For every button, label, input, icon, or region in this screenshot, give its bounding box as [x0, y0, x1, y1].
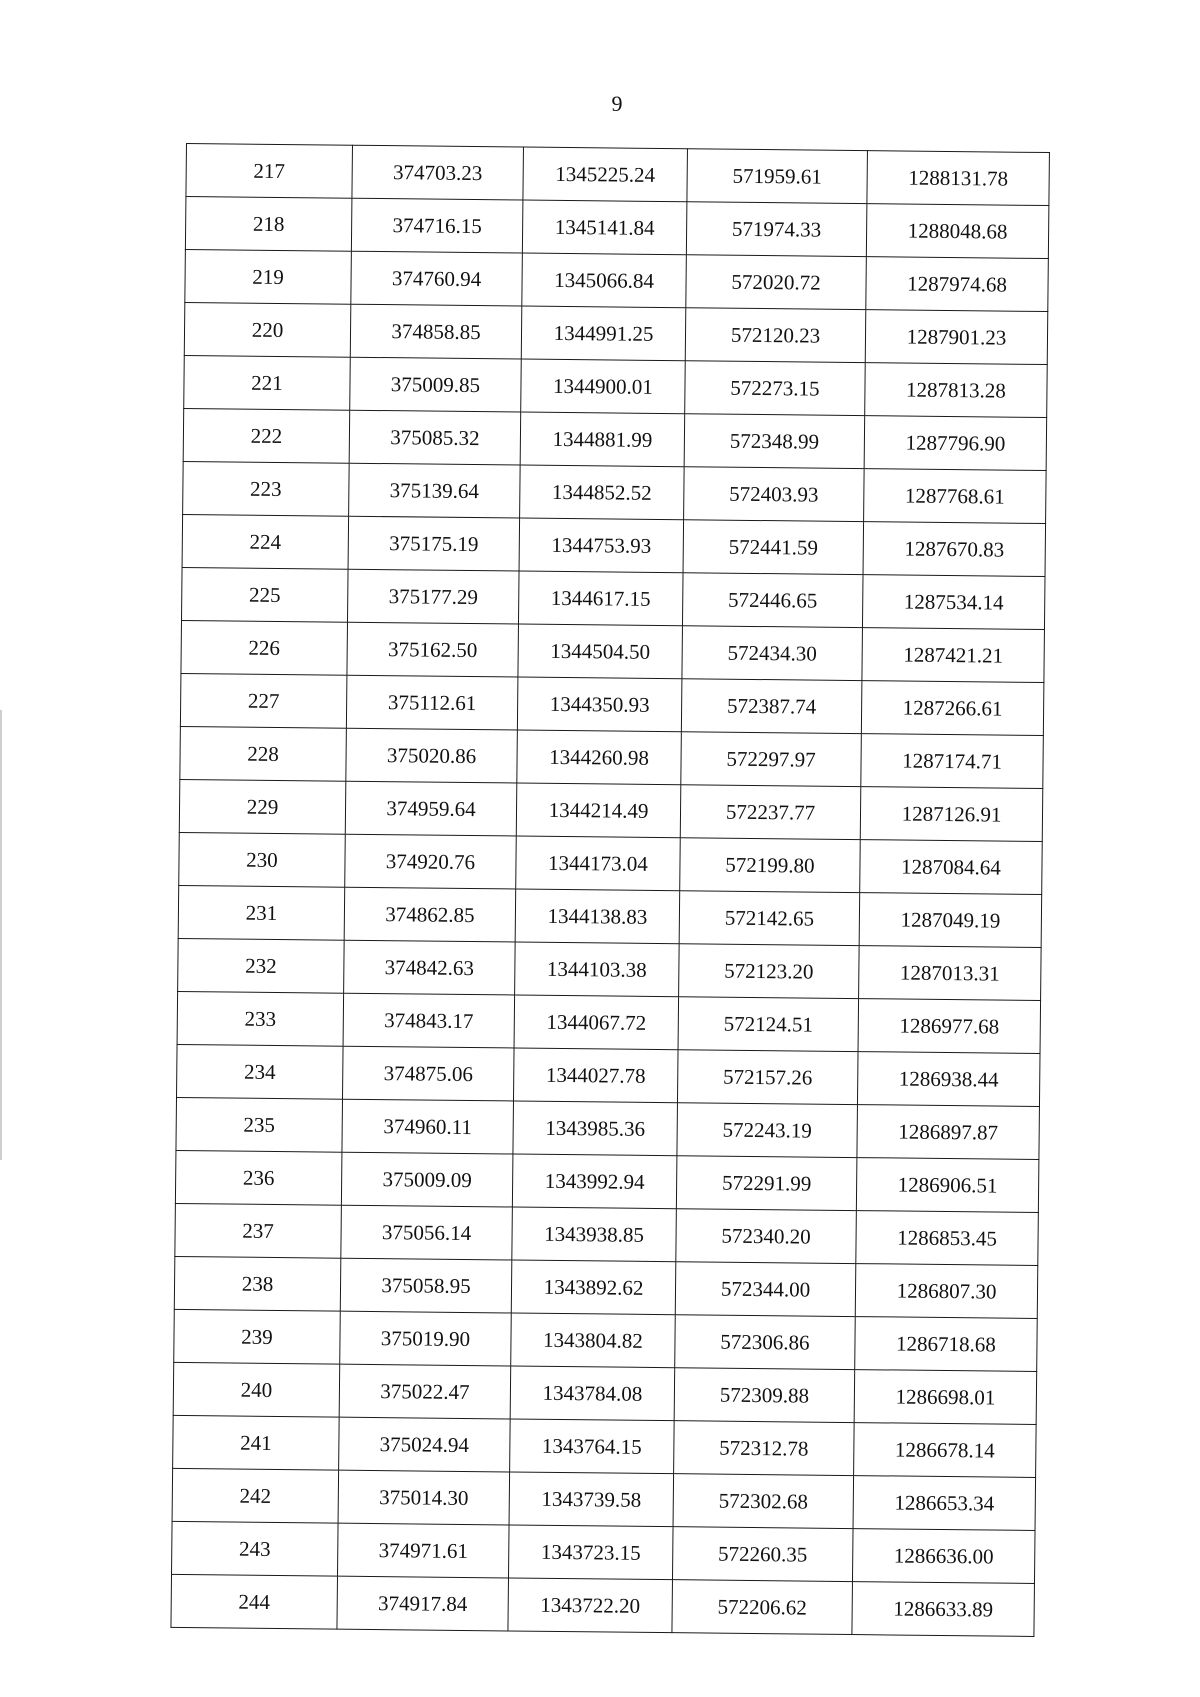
x-coordinate-cell: 374843.17 — [343, 993, 515, 1048]
y-coordinate-cell: 1344900.01 — [521, 359, 686, 414]
point-number-cell: 222 — [183, 408, 350, 463]
point-number-cell: 228 — [180, 726, 347, 781]
y2-coordinate-cell: 1287013.31 — [859, 946, 1042, 1001]
y-coordinate-cell: 1345225.24 — [523, 147, 688, 202]
y-coordinate-cell: 1344027.78 — [513, 1048, 678, 1103]
y-coordinate-cell: 1343804.82 — [511, 1313, 676, 1368]
x2-coordinate-cell: 572446.65 — [682, 573, 863, 628]
y-coordinate-cell: 1344504.50 — [518, 624, 683, 679]
point-number-cell: 221 — [184, 355, 351, 410]
x2-coordinate-cell: 572020.72 — [686, 255, 867, 310]
point-number-cell: 242 — [172, 1468, 339, 1523]
y-coordinate-cell: 1344173.04 — [516, 836, 681, 891]
y-coordinate-cell: 1344138.83 — [515, 889, 680, 944]
point-number-cell: 227 — [180, 673, 347, 728]
table-row — [181, 567, 1045, 629]
scan-edge-shadow — [0, 710, 2, 1160]
y2-coordinate-cell: 1287421.21 — [862, 628, 1045, 683]
y2-coordinate-cell: 1287813.28 — [865, 363, 1048, 418]
table-row — [175, 1203, 1039, 1265]
x-coordinate-cell: 375112.61 — [346, 675, 518, 730]
x2-coordinate-cell: 572302.68 — [673, 1474, 854, 1529]
x-coordinate-cell: 374703.23 — [352, 145, 524, 200]
table-row — [181, 620, 1045, 682]
x2-coordinate-cell: 572120.23 — [685, 308, 866, 363]
point-number-cell: 225 — [181, 567, 348, 622]
x2-coordinate-cell: 572124.51 — [678, 997, 859, 1052]
x-coordinate-cell: 374917.84 — [337, 1576, 509, 1631]
x2-coordinate-cell: 572260.35 — [672, 1527, 853, 1582]
point-number-cell: 238 — [174, 1256, 341, 1311]
x-coordinate-cell: 374760.94 — [351, 251, 523, 306]
y2-coordinate-cell: 1287974.68 — [866, 257, 1049, 312]
table-row — [178, 885, 1042, 947]
point-number-cell: 220 — [184, 302, 351, 357]
y-coordinate-cell: 1343739.58 — [509, 1472, 674, 1527]
point-number-cell: 226 — [181, 620, 348, 675]
table-row — [179, 832, 1043, 894]
x2-coordinate-cell: 572312.78 — [674, 1421, 855, 1476]
page-number: 9 — [611, 91, 623, 116]
y2-coordinate-cell: 1287049.19 — [859, 893, 1042, 948]
x2-coordinate-cell: 572237.77 — [680, 785, 861, 840]
x2-coordinate-cell: 572441.59 — [683, 520, 864, 575]
coordinate-table — [170, 143, 1050, 1637]
table-row — [172, 1468, 1036, 1530]
x-coordinate-cell: 375058.95 — [340, 1258, 512, 1313]
y2-coordinate-cell: 1288131.78 — [867, 151, 1050, 206]
table-row — [186, 144, 1050, 206]
point-number-cell: 219 — [185, 249, 352, 304]
y-coordinate-cell: 1344214.49 — [516, 783, 681, 838]
point-number-cell: 223 — [183, 461, 350, 516]
x-coordinate-cell: 374875.06 — [342, 1046, 514, 1101]
x-coordinate-cell: 375175.19 — [348, 516, 520, 571]
point-number-cell: 243 — [172, 1521, 339, 1576]
y-coordinate-cell: 1344260.98 — [517, 730, 682, 785]
x-coordinate-cell: 375139.64 — [349, 463, 521, 518]
y2-coordinate-cell: 1287796.90 — [864, 416, 1047, 471]
x-coordinate-cell: 374971.61 — [338, 1523, 510, 1578]
x2-coordinate-cell: 572206.62 — [672, 1580, 853, 1635]
y-coordinate-cell: 1344881.99 — [520, 412, 685, 467]
table-row — [171, 1574, 1035, 1636]
x-coordinate-cell: 375019.90 — [340, 1311, 512, 1366]
y-coordinate-cell: 1345066.84 — [522, 253, 687, 308]
x-coordinate-cell: 375162.50 — [347, 622, 519, 677]
y2-coordinate-cell: 1288048.68 — [866, 204, 1049, 259]
y-coordinate-cell: 1343985.36 — [513, 1101, 678, 1156]
x2-coordinate-cell: 572273.15 — [685, 361, 866, 416]
x2-coordinate-cell: 572403.93 — [684, 467, 865, 522]
y2-coordinate-cell: 1286678.14 — [854, 1423, 1037, 1478]
table-row — [178, 938, 1042, 1000]
table-row — [174, 1256, 1038, 1318]
table-row — [185, 197, 1049, 259]
table-row — [184, 302, 1048, 364]
table-row — [185, 249, 1049, 311]
y-coordinate-cell: 1343784.08 — [510, 1366, 675, 1421]
table-row — [183, 408, 1047, 470]
y-coordinate-cell: 1343938.85 — [512, 1207, 677, 1262]
x-coordinate-cell: 374858.85 — [350, 304, 522, 359]
y2-coordinate-cell: 1287670.83 — [863, 522, 1046, 577]
x2-coordinate-cell: 572123.20 — [679, 944, 860, 999]
y2-coordinate-cell: 1286906.51 — [856, 1158, 1039, 1213]
point-number-cell: 230 — [179, 832, 346, 887]
table-row — [175, 1150, 1039, 1212]
table-row — [174, 1309, 1038, 1371]
x2-coordinate-cell: 572309.88 — [674, 1368, 855, 1423]
x-coordinate-cell: 374842.63 — [344, 940, 516, 995]
point-number-cell: 218 — [185, 197, 352, 252]
table-row — [172, 1521, 1036, 1583]
x-coordinate-cell: 374920.76 — [345, 834, 517, 889]
y-coordinate-cell: 1344350.93 — [517, 677, 682, 732]
y-coordinate-cell: 1344103.38 — [515, 942, 680, 997]
point-number-cell: 237 — [175, 1203, 342, 1258]
y2-coordinate-cell: 1286636.00 — [852, 1529, 1035, 1584]
y2-coordinate-cell: 1287084.64 — [860, 840, 1043, 895]
x2-coordinate-cell: 571959.61 — [687, 149, 868, 204]
y2-coordinate-cell: 1287266.61 — [861, 681, 1044, 736]
table-row — [177, 991, 1041, 1053]
y-coordinate-cell: 1343723.15 — [508, 1525, 673, 1580]
x-coordinate-cell: 374960.11 — [342, 1099, 514, 1154]
y2-coordinate-cell: 1286698.01 — [854, 1370, 1037, 1425]
y-coordinate-cell: 1343892.62 — [511, 1260, 676, 1315]
x2-coordinate-cell: 572387.74 — [681, 679, 862, 734]
x2-coordinate-cell: 571974.33 — [686, 202, 867, 257]
point-number-cell: 235 — [176, 1097, 343, 1152]
x2-coordinate-cell: 572306.86 — [675, 1315, 856, 1370]
x2-coordinate-cell: 572199.80 — [680, 838, 861, 893]
x2-coordinate-cell: 572243.19 — [677, 1103, 858, 1158]
y2-coordinate-cell: 1287768.61 — [864, 469, 1047, 524]
point-number-cell: 224 — [182, 514, 349, 569]
x2-coordinate-cell: 572340.20 — [676, 1209, 857, 1264]
x-coordinate-cell: 374716.15 — [351, 198, 523, 253]
table-row — [173, 1415, 1037, 1477]
point-number-cell: 234 — [177, 1044, 344, 1099]
point-number-cell: 236 — [175, 1150, 342, 1205]
x-coordinate-cell: 375020.86 — [346, 728, 518, 783]
x2-coordinate-cell: 572348.99 — [684, 414, 865, 469]
point-number-cell: 217 — [186, 144, 353, 199]
table-row — [179, 779, 1043, 841]
y-coordinate-cell: 1344991.25 — [521, 306, 686, 361]
point-number-cell: 244 — [171, 1574, 338, 1629]
y2-coordinate-cell: 1287901.23 — [865, 310, 1048, 365]
x2-coordinate-cell: 572344.00 — [675, 1262, 856, 1317]
point-number-cell: 232 — [178, 938, 345, 993]
y2-coordinate-cell: 1286718.68 — [855, 1317, 1038, 1372]
coordinate-table-body — [171, 144, 1049, 1637]
point-number-cell: 239 — [174, 1309, 341, 1364]
y2-coordinate-cell: 1287174.71 — [861, 734, 1044, 789]
y-coordinate-cell: 1344753.93 — [519, 518, 684, 573]
y-coordinate-cell: 1343992.94 — [512, 1154, 677, 1209]
point-number-cell: 233 — [177, 991, 344, 1046]
x-coordinate-cell: 374862.85 — [344, 887, 516, 942]
y2-coordinate-cell: 1286807.30 — [855, 1264, 1038, 1319]
table-row — [176, 1097, 1040, 1159]
x2-coordinate-cell: 572291.99 — [676, 1156, 857, 1211]
table-row — [183, 461, 1047, 523]
y2-coordinate-cell: 1286897.87 — [857, 1105, 1040, 1160]
x2-coordinate-cell: 572297.97 — [681, 732, 862, 787]
y-coordinate-cell: 1344067.72 — [514, 995, 679, 1050]
x-coordinate-cell: 375009.09 — [341, 1152, 513, 1207]
y-coordinate-cell: 1345141.84 — [522, 200, 687, 255]
x-coordinate-cell: 375177.29 — [347, 569, 519, 624]
x-coordinate-cell: 375085.32 — [349, 410, 521, 465]
table-row — [182, 514, 1046, 576]
table-row — [180, 673, 1044, 735]
y2-coordinate-cell: 1286853.45 — [856, 1211, 1039, 1266]
point-number-cell: 231 — [178, 885, 345, 940]
y-coordinate-cell: 1343764.15 — [510, 1419, 675, 1474]
y2-coordinate-cell: 1286938.44 — [857, 1052, 1040, 1107]
x-coordinate-cell: 374959.64 — [345, 781, 517, 836]
x-coordinate-cell: 375056.14 — [341, 1205, 513, 1260]
x-coordinate-cell: 375014.30 — [338, 1470, 510, 1525]
x2-coordinate-cell: 572142.65 — [679, 891, 860, 946]
x2-coordinate-cell: 572157.26 — [677, 1050, 858, 1105]
x-coordinate-cell: 375009.85 — [350, 357, 522, 412]
y2-coordinate-cell: 1286653.34 — [853, 1476, 1036, 1531]
table-row — [184, 355, 1048, 417]
point-number-cell: 240 — [173, 1362, 340, 1417]
table-row — [180, 726, 1044, 788]
y-coordinate-cell: 1344852.52 — [520, 465, 685, 520]
y-coordinate-cell: 1343722.20 — [508, 1578, 673, 1633]
point-number-cell: 241 — [173, 1415, 340, 1470]
coordinate-table-container — [170, 143, 1050, 1637]
table-row — [173, 1362, 1037, 1424]
y2-coordinate-cell: 1287534.14 — [862, 575, 1045, 630]
table-row — [177, 1044, 1041, 1106]
y2-coordinate-cell: 1286977.68 — [858, 999, 1041, 1054]
x2-coordinate-cell: 572434.30 — [682, 626, 863, 681]
x-coordinate-cell: 375022.47 — [339, 1364, 511, 1419]
point-number-cell: 229 — [179, 779, 346, 834]
y-coordinate-cell: 1344617.15 — [518, 571, 683, 626]
y2-coordinate-cell: 1286633.89 — [852, 1582, 1035, 1637]
x-coordinate-cell: 375024.94 — [339, 1417, 511, 1472]
y2-coordinate-cell: 1287126.91 — [860, 787, 1043, 842]
